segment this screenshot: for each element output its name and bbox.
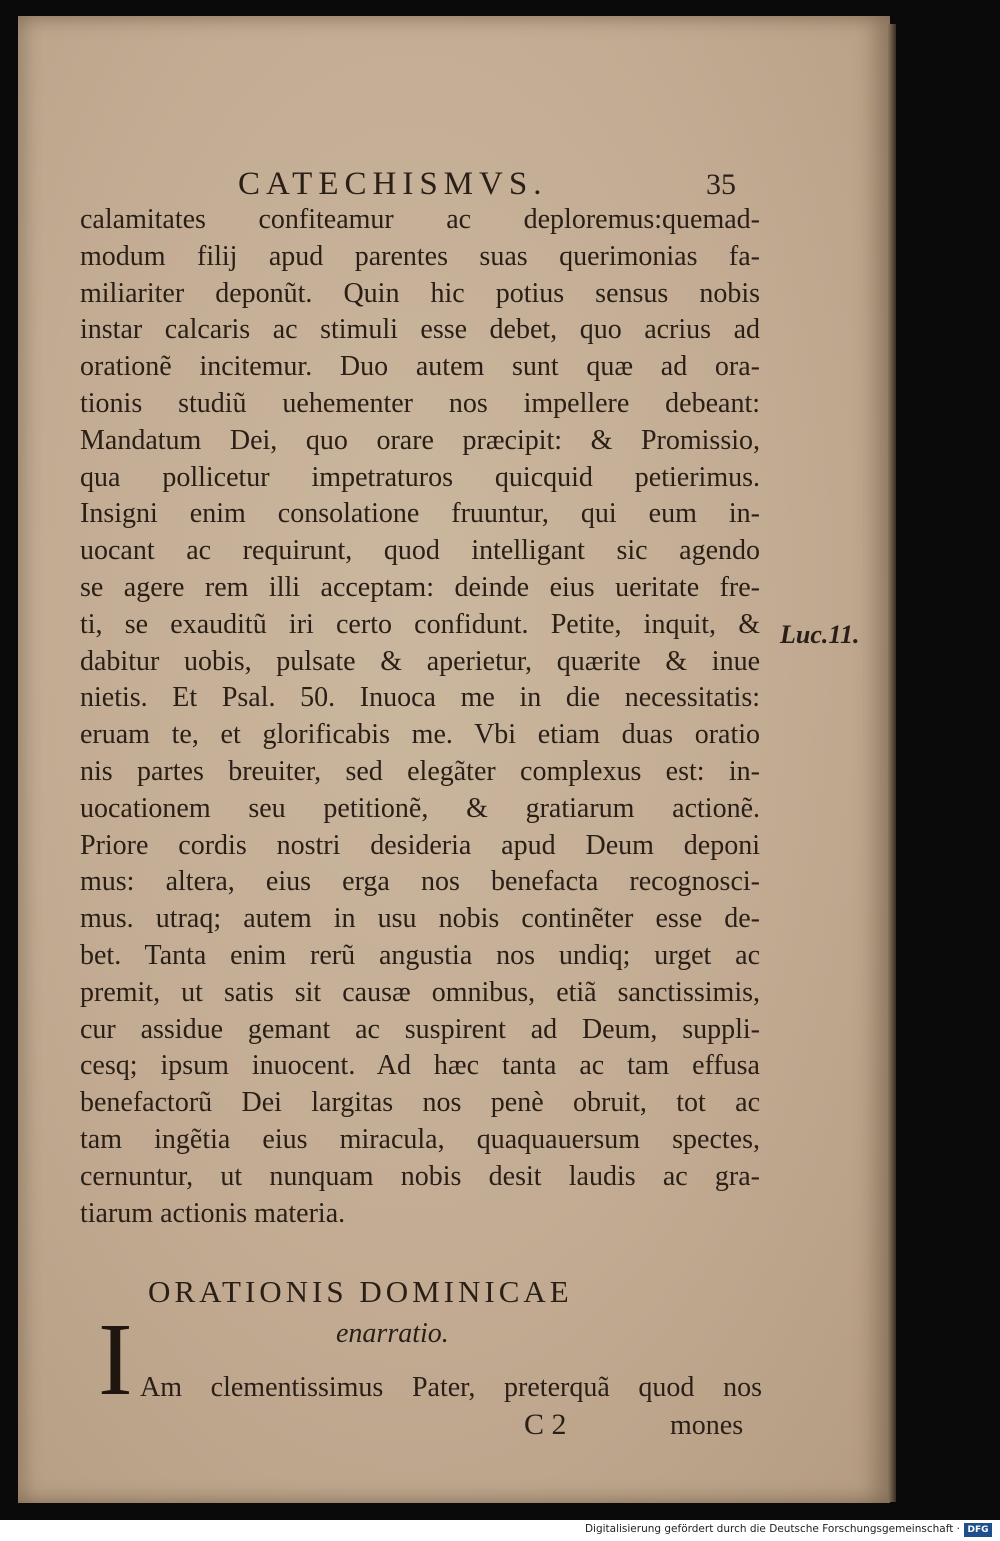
- running-title: CATECHISMVS.: [238, 166, 548, 202]
- text-line: Insigni enim consolatione fruuntur, qui eum in-: [80, 498, 760, 530]
- text-line: Mandatum Dei, quo orare præcipit: & Promissio,: [80, 424, 760, 456]
- footer-credit: Digitalisierung gefördert durch die Deutsche Forschungsgemeinschaft ·: [584, 1523, 960, 1535]
- text-line: premit, ut satis sit causæ omnibus, etiã sanctissimis,: [80, 976, 760, 1008]
- text-line: instar calcaris ac stimuli esse debet, quo acrius ad: [80, 314, 760, 346]
- text-line: qua pollicetur impetraturos quicquid petierimus.: [80, 461, 760, 493]
- dfg-logo: DFG: [964, 1523, 992, 1537]
- text-line: cesq; ipsum inuocent. Ad hæc tanta ac tam effusa: [80, 1050, 760, 1082]
- text-line: ti, se exauditũ iri certo confidunt. Petite, inquit, &: [80, 608, 760, 640]
- text-line: bet. Tanta enim rerũ angustia nos undiq; urget ac: [80, 939, 760, 971]
- text-line: cernuntur, ut nunquam nobis desit laudis ac gra-: [80, 1160, 760, 1192]
- text-line: tiarum actionis materia.: [80, 1197, 346, 1229]
- catchword: mones: [670, 1410, 744, 1441]
- text-line: miliariter deponũt. Quin hic potius sensus nobis: [80, 277, 760, 309]
- text-line: eruam te, et glorificabis me. Vbi etiam duas oratio: [80, 719, 760, 751]
- text-line: mus: altera, eius erga nos benefacta recognosci-: [80, 866, 760, 898]
- text-line: benefactorũ Dei largitas nos penè obruit, tot ac: [80, 1087, 760, 1119]
- text-line: se agere rem illi acceptam: deinde eius ueritate fre-: [80, 571, 760, 603]
- text-line: modum filij apud parentes suas querimonias fa-: [80, 240, 760, 272]
- text-line: dabitur uobis, pulsate & aperietur, quærite & inue: [80, 645, 760, 677]
- section-first-line: Am clementissimus Pater, preterquã quod nos: [140, 1372, 762, 1403]
- section-subheading: enarratio.: [336, 1318, 449, 1349]
- page-number: 35: [706, 168, 736, 201]
- text-line: uocationem seu petitionẽ, & gratiarum actionẽ.: [80, 792, 760, 824]
- text-line: nis partes breuiter, sed elegãter complexus est: in-: [80, 755, 760, 787]
- text-line: nietis. Et Psal. 50. Inuoca me in die necessitatis:: [80, 682, 760, 714]
- text-line: uocant ac requirunt, quod intelligant sic agendo: [80, 535, 760, 567]
- text-line: mus. utraq; autem in usu nobis continẽter esse de-: [80, 903, 760, 935]
- text-line: calamitates confiteamur ac deploremus:quemad-: [80, 204, 760, 235]
- text-line: Priore cordis nostri desideria apud Deum deponi: [80, 829, 760, 861]
- footer-bar: [0, 1520, 1000, 1541]
- body-text: [80, 202, 760, 1232]
- text-line: tionis studiũ uehementer nos impellere debeant:: [80, 387, 760, 419]
- text-line: orationẽ incitemur. Duo autem sunt quæ ad ora-: [80, 351, 760, 383]
- text-line: tam ingẽtia eius miracula, quaquauersum spectes,: [80, 1123, 760, 1155]
- drop-initial: I: [98, 1302, 133, 1417]
- text-line: cur assidue gemant ac suspirent ad Deum, suppli-: [80, 1013, 760, 1045]
- signature-mark: C 2: [524, 1408, 567, 1441]
- book-page: [18, 16, 890, 1503]
- section-heading: ORATIONIS DOMINICAE: [148, 1274, 573, 1309]
- marginal-note: Luc.11.: [780, 620, 860, 649]
- page-edge: [888, 24, 896, 1502]
